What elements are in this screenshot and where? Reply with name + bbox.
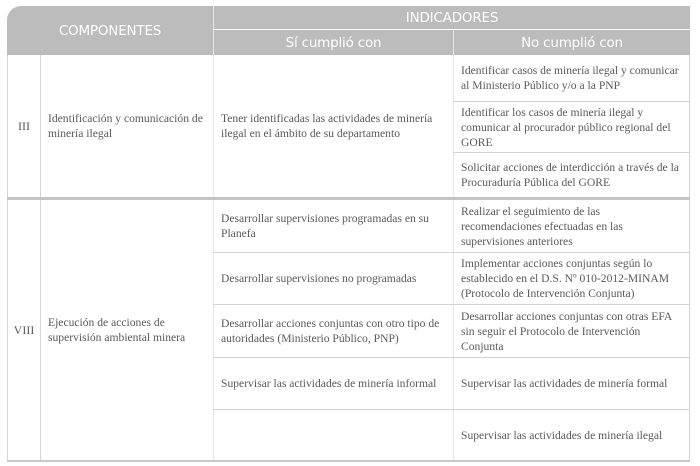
no-cumplio-item: Identificar los casos de minería ilegal y comunicar al procurador público regional del GORE	[461, 105, 671, 149]
si-cumplio-item: Supervisar las actividades de minería informal	[221, 377, 437, 390]
si-cumplio-item: Desarrollar supervisiones no programadas	[221, 272, 417, 285]
border-right	[689, 55, 690, 461]
section-component: Ejecución de acciones de supervisión ambiental minera	[48, 316, 186, 344]
si-cumplio-item	[214, 410, 453, 460]
indicators-table	[7, 6, 690, 461]
header-no-cumplio: No cumplió con	[454, 30, 690, 55]
si-cumplio-item: Desarrollar supervisiones programadas en su Planefa	[221, 212, 429, 240]
header-indicadores: INDICADORES	[214, 6, 690, 29]
no-cumplio-item: Identificar casos de minería ilegal y comunicar al Ministerio Público y/o a la PNP	[461, 64, 679, 92]
no-cumplio-item: Implementar acciones conjuntas según lo establecido en el D.S. Nº 010-2012-MINAM (Protocolo de Intervención Conjunta)	[461, 257, 670, 300]
si-cumplio-item: Desarrollar acciones conjuntas con otro tipo de autoridades (Ministerio Público, PNP)	[221, 317, 440, 345]
section-component: Identificación y comunicación de minería ilegal	[48, 112, 203, 140]
no-cumplio-item: Realizar el seguimiento de las recomendaciones efectuadas en las supervisiones anteriores	[461, 204, 623, 248]
no-cumplio-item: Desarrollar acciones conjuntas con otras EFA sin seguir el Protocolo de Intervención Conjunta	[461, 309, 672, 353]
no-cumplio-item: Supervisar las actividades de minería formal	[461, 377, 668, 390]
border-bottom	[7, 460, 690, 462]
header-componentes: COMPONENTES	[7, 6, 213, 55]
header-si-cumplio: Sí cumplió con	[214, 30, 453, 55]
section-number: VIII	[13, 322, 35, 337]
no-cumplio-item: Supervisar las actividades de minería ilegal	[461, 428, 663, 442]
no-cumplio-item: Solicitar acciones de interdicción a través de la Procuraduría Pública del GORE	[461, 161, 679, 189]
si-cumplio-item: Tener identificadas las actividades de minería ilegal en el ámbito de su departamento	[221, 112, 433, 140]
section-number: III	[18, 118, 30, 133]
